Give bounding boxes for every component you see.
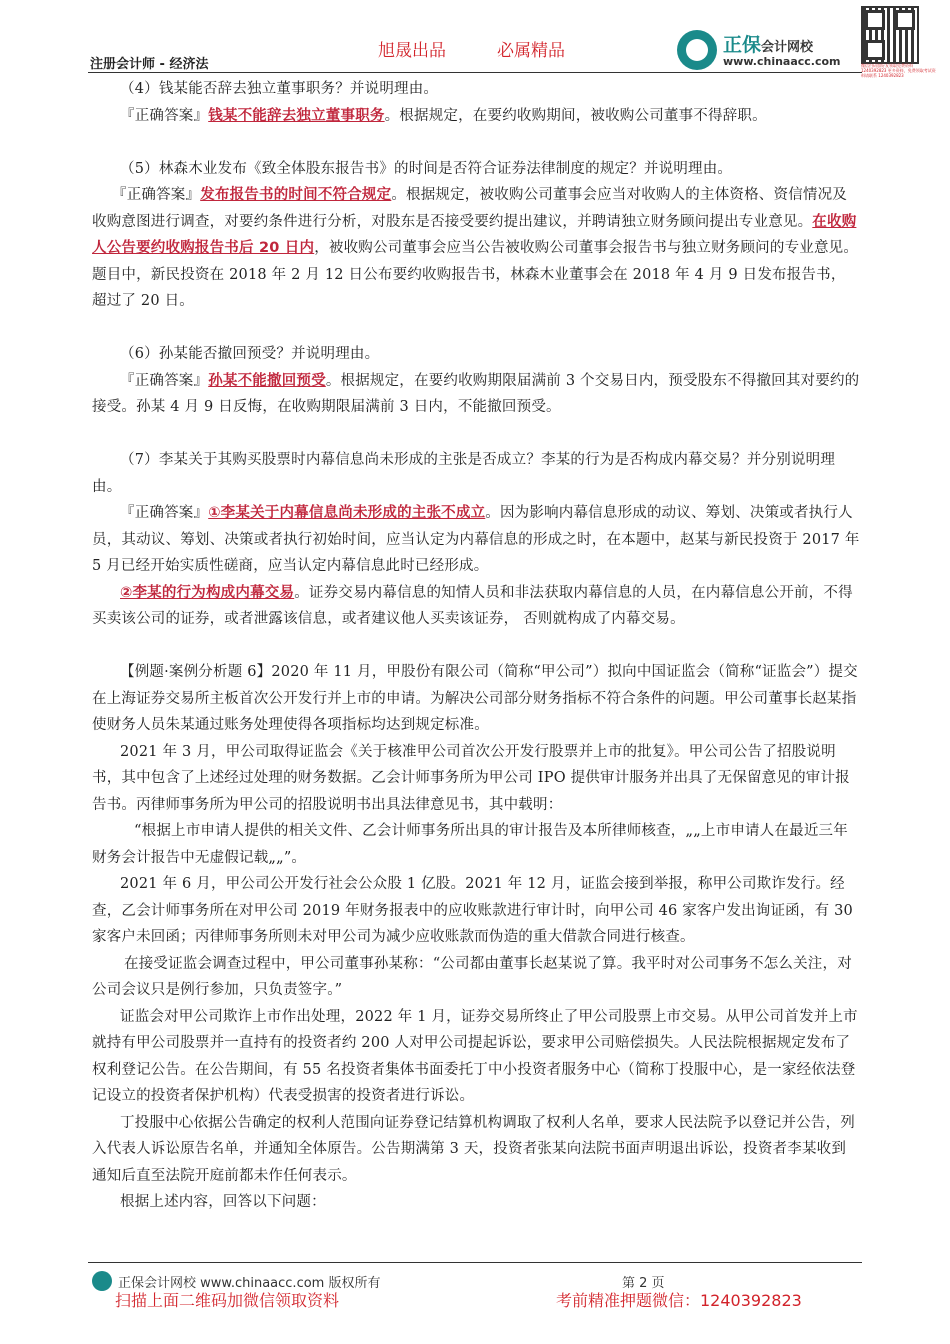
case-paragraph: 2021 年 6 月，甲公司公开发行社会公众股 1 亿股。2021 年 12 月，证监会接到举报，称甲公司欺诈发行。经查，乙会计师事务所在对甲公司 2019 年财务报表中的应收账款进行审计时，向甲公司 46 家客户发出询证函，有 30 家客户未回函；丙律师事务所则未对甲公司为减少应收账款而伪造的重大借款合同进行核查。 [92, 876, 853, 945]
case-paragraph: 2021 年 3 月，甲公司取得证监会《关于核准甲公司首次公开发行股票并上市的批复》。甲公司公告了招股说明书，其中包含了上述经过处理的财务数据。乙会计师事务所为甲公司 IPO 提供审计服务并出具了无保留意见的审计报告书。丙律师事务所为甲公司的招股说明书出具法律意见书，其中载明： [92, 743, 850, 813]
footer-copyright: 正保会计网校 www.chinaacc.com 版权所有 [118, 1276, 381, 1291]
logo-url: www.chinaacc.com [723, 55, 841, 68]
header-divider [88, 72, 862, 73]
qr-note: 微信扫码加好友领取免费资料 1240392823 更多资料，免费领取考试资料请联系 1240392823 [861, 63, 936, 78]
case-paragraph: 【例题·案例分析题 6】2020 年 11 月，甲股份有限公司（简称“甲公司”）拟向中国证监会（简称“证监会”）提交在上海证券交易所主板首次公开发行并上市的申请。为解决公司部分财务指标不符合条件的问题。甲公司董事长赵某指使财务人员朱某通过账务处理使得各项指标均达到规定标准。 [92, 664, 858, 733]
case-paragraph: 丁投服中心依据公告确定的权利人范围向证券登记结算机构调取了权利人名单，要求人民法院予以登记并公告，列入代表人诉讼原告名单，并通知全体原告。公告期满第 3 天，投资者张某向法院书面声明退出诉讼，投资者李某收到通知后直至法院开庭前都未作任何表示。 [92, 1114, 855, 1184]
page-number: 第 2 页 [622, 1276, 665, 1291]
qr-code-icon [861, 6, 919, 64]
logo-subtitle: 会计网校 [761, 40, 814, 55]
footer-logo-icon [92, 1271, 112, 1291]
header-slogan-left: 旭晟出品 [378, 41, 446, 61]
site-logo[interactable] [677, 28, 857, 72]
question-6: （6）孙某能否撤回预受？并说明理由。 [120, 346, 380, 362]
footer-promo-right: 考前精准押题微信：1240392823 [556, 1291, 802, 1310]
document-body [92, 76, 860, 1216]
case-paragraph: 证监会对甲公司欺诈上市作出处理，2022 年 1 月，证券交易所终止了甲公司股票上市交易。从甲公司首发并上市就持有甲公司股票并一直持有的投资者约 200 人对甲公司提起诉讼，要求甲公司赔偿损失。人民法院根据规定发布了权利登记公告。在公告期间，有 55 名投资者集体书面委托丁中小投资者服务中心（简称丁投服中心，是一家经依法登记设立的投资者保护机构）代表受损害的投资者进行诉讼。 [92, 1008, 858, 1104]
footer-promo-left: 扫描上面二维码加微信领取资料 [115, 1291, 340, 1310]
footer-divider [88, 1262, 862, 1263]
logo-name: 正保会计网校 [723, 34, 814, 56]
answer-5: 『正确答案』发布报告书的时间不符合规定。根据规定，被收购公司董事会应当对收购人的主体资格、资信情况及收购意图进行调查，对要约条件进行分析，对股东是否接受要约提出建议，并聘请独立财务顾问提出专业意见。在收购人公告要约收购报告书后 20 日内，被收购公司董事会应当公告被收购公司董事会报告书与独立财务顾问的专业意见。题目中，新民投资在 2018 年 2 月 12 日公布要约收购报告书，林森木业董事会在 2018 年 4 月 9 日发布报告书，超过了 20 日。 [92, 187, 859, 309]
question-4: （4）钱某能否辞去独立董事职务？并说明理由。 [120, 81, 439, 97]
header-slogan-right: 必属精品 [497, 41, 565, 61]
question-7: （7）李某关于其购买股票时内幕信息尚未形成的主张是否成立？李某的行为是否构成内幕交易？并分别说明理由。 [92, 452, 836, 495]
logo-icon [677, 30, 717, 70]
course-title: 注册会计师 - 经济法 [90, 57, 209, 72]
case-paragraph: 根据上述内容，回答以下问题： [120, 1194, 326, 1210]
answer-7-part-1: 『正确答案』①李某关于内幕信息尚未形成的主张不成立。因为影响内幕信息形成的动议、筹划、决策或者执行人员，其动议、筹划、决策或者执行初始时间，应当认定为内幕信息的形成之时，在本题中，赵某与新民投资于 2017 年 5 月已经开始实质性磋商，应当认定内幕信息此时已经形成。 [92, 505, 860, 574]
question-5: （5）林森木业发布《致全体股东报告书》的时间是否符合证券法律制度的规定？并说明理由。 [120, 160, 733, 177]
case-paragraph: “根据上市申请人提供的相关文件、乙会计师事务所出具的审计报告及本所律师核查，„„上市申请人在最近三年财务会计报告中无虚假记载„„”。 [92, 823, 848, 866]
case-paragraph: 在接受证监会调查过程中，甲公司董事孙某称：“公司都由董事长赵某说了算。我平时对公司事务不怎么关注，对公司会议只是例行参加，只负责签字。” [92, 955, 852, 998]
answer-4: 『正确答案』钱某不能辞去独立董事职务。根据规定，在要约收购期间，被收购公司董事不得辞职。 [120, 107, 767, 124]
answer-6: 『正确答案』孙某不能撤回预受。根据规定，在要约收购期限届满前 3 个交易日内，预受股东不得撤回其对要约的接受。孙某 4 月 9 日反悔，在收购期限届满前 3 日内，不能撤回预受。 [92, 372, 860, 415]
answer-7-part-2: ②李某的行为构成内幕交易。证券交易内幕信息的知情人员和非法获取内幕信息的人员，在内幕信息公开前，不得买卖该公司的证券，或者泄露该信息，或者建议他人买卖该证券， 否则就构成了内幕交易。 [92, 584, 853, 627]
